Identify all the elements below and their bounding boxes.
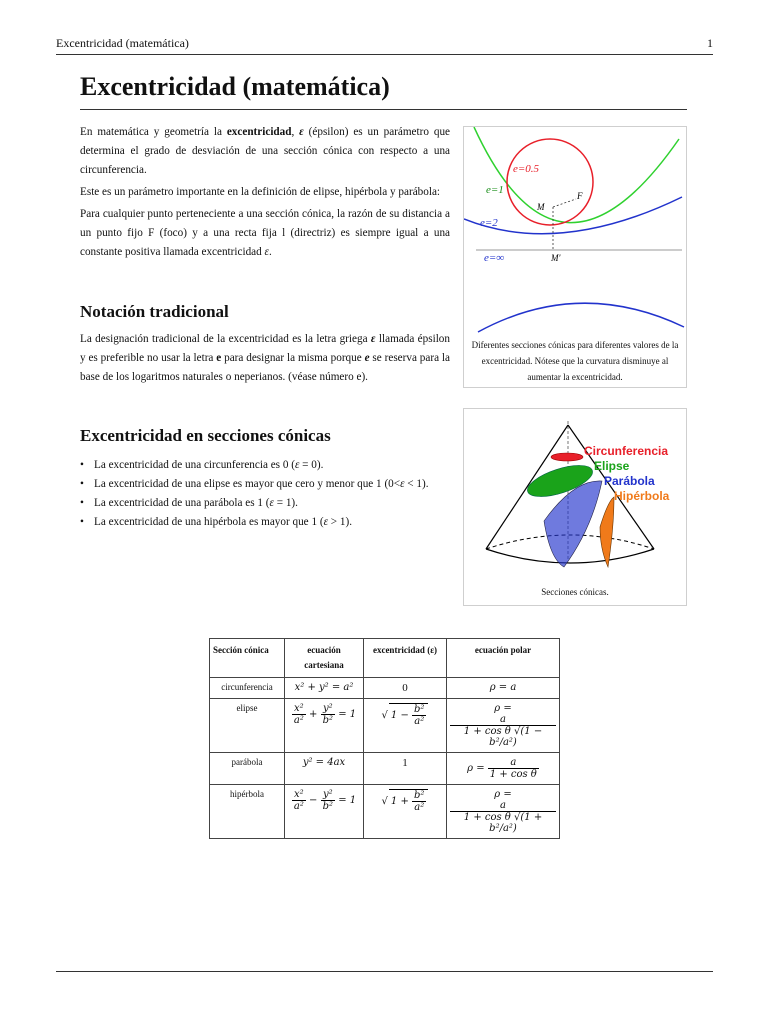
figure-conic-sections xyxy=(463,408,687,606)
footer-divider xyxy=(56,971,713,972)
intro-paragraph-1: En matemática y geometría la excentricidad, ε (épsilon) es un parámetro que determina el grado de desviación de una sección cónica con respecto a una circunferencia. xyxy=(80,126,450,176)
label-e05: e=0.5 xyxy=(513,163,540,175)
page-number: 1 xyxy=(707,36,713,50)
keyword-excentricidad: excentricidad xyxy=(226,126,292,138)
circle-section xyxy=(551,453,583,461)
list-item: • La excentricidad de una circunferencia es 0 (ε = 0). xyxy=(78,456,450,475)
cell-polar: ρ = a xyxy=(447,678,560,699)
label-circunferencia: Circunferencia xyxy=(584,444,669,458)
list-item: • La excentricidad de una hipérbola es mayor que 1 (ε > 1). xyxy=(78,513,450,532)
cell-cartesian: $\frac{\text{x²}}{\text{a²}}$ − $\frac{\text{y²}}{\text{b²}}$ = 1 xyxy=(285,785,364,839)
cell-section-name: parábola xyxy=(210,753,285,785)
circle-curve xyxy=(507,139,593,225)
conic-bullet-list xyxy=(78,456,450,532)
label-F: F xyxy=(577,191,583,201)
table-row xyxy=(210,678,560,699)
column-header: ecuación cartesiana xyxy=(285,639,364,678)
cell-section-name: elipse xyxy=(210,699,285,753)
label-M: M xyxy=(537,202,545,212)
list-item: • La excentricidad de una parábola es 1 (ε = 1). xyxy=(78,494,450,513)
hyperbola-lower-branch xyxy=(478,303,684,332)
label-hiperbola: Hipérbola xyxy=(614,489,670,503)
cell-polar: ρ = $\frac{a}{\text{1 + cos θ √(1 − b²/a²)}}$ xyxy=(447,699,560,753)
cell-section-name: circunferencia xyxy=(210,678,285,699)
eccentricity-diagram xyxy=(464,127,686,339)
notacion-paragraph: La designación tradicional de la excentricidad es la letra griega ε llamada épsilon y es preferible no usar la letra e para designar la misma porque e se reserva para la base de los logaritmos naturales o neperianos. (véase número e). xyxy=(80,333,450,383)
cell-cartesian: y² = 4ax xyxy=(285,753,364,785)
list-item: • La excentricidad de una elipse es mayor que cero y menor que 1 (0<ε < 1). xyxy=(78,475,450,494)
table-header-row xyxy=(210,639,560,678)
figure-eccentricity-curves xyxy=(463,126,687,388)
heading-secciones: Excentricidad en secciones cónicas xyxy=(80,426,331,445)
label-elipse: Elipse xyxy=(594,459,630,473)
figure1-caption: Diferentes secciones cónicas para diferentes valores de la excentricidad. Nótese que la curvatura disminuye al aumentar la excentricidad. xyxy=(471,340,679,382)
cell-eccentricity: 1 xyxy=(364,753,447,785)
page-title: Excentricidad (matemática) xyxy=(80,72,390,101)
title-divider xyxy=(80,109,687,110)
heading-notacion: Notación tradicional xyxy=(80,302,229,321)
cell-section-name: hipérbola xyxy=(210,785,285,839)
label-e1: e=1 xyxy=(486,184,504,196)
parabola-curve xyxy=(474,127,679,223)
label-einf: e=∞ xyxy=(484,252,505,264)
figure2-caption: Secciones cónicas. xyxy=(541,587,609,597)
conic-equations-table xyxy=(209,638,560,839)
dashed-focus-line xyxy=(553,199,576,207)
intro-paragraph-2: Este es un parámetro importante en la definición de elipse, hipérbola y parábola: xyxy=(80,186,441,198)
running-header xyxy=(56,36,713,55)
cell-eccentricity: √ 1 − $\frac{\text{b²}}{\text{a²}}$ xyxy=(364,699,447,753)
cell-eccentricity: √ 1 + $\frac{\text{b²}}{\text{a²}}$ xyxy=(364,785,447,839)
cell-eccentricity: 0 xyxy=(364,678,447,699)
intro-paragraph-3: Para cualquier punto perteneciente a una sección cónica, la razón de su distancia a un punto fijo F (foco) y a una recta fija l (directriz) es siempre igual a una constante positiva llamada excentricidad ε. xyxy=(80,208,450,258)
table-row xyxy=(210,785,560,839)
table-row xyxy=(210,753,560,785)
cell-cartesian: $\frac{\text{x²}}{\text{a²}}$ + $\frac{\text{y²}}{\text{b²}}$ = 1 xyxy=(285,699,364,753)
column-header: excentricidad (ε) xyxy=(364,639,447,678)
cell-polar: ρ = $\frac{a}{\text{1 + cos θ}}$ xyxy=(447,753,560,785)
intro-section xyxy=(80,123,450,262)
column-header: ecuación polar xyxy=(447,639,560,678)
table-row xyxy=(210,699,560,753)
cell-cartesian: x² + y² = a² xyxy=(285,678,364,699)
cone-diagram xyxy=(464,409,686,581)
cell-polar: ρ = $\frac{a}{\text{1 + cos θ √(1 + b²/a²)}}$ xyxy=(447,785,560,839)
hyperbola-section xyxy=(600,497,614,567)
running-title: Excentricidad (matemática) xyxy=(56,36,189,50)
label-parabola: Parábola xyxy=(604,474,655,488)
column-header: Sección cónica xyxy=(210,639,285,678)
label-e2: e=2 xyxy=(480,217,498,229)
label-Mprime: M' xyxy=(551,253,561,263)
